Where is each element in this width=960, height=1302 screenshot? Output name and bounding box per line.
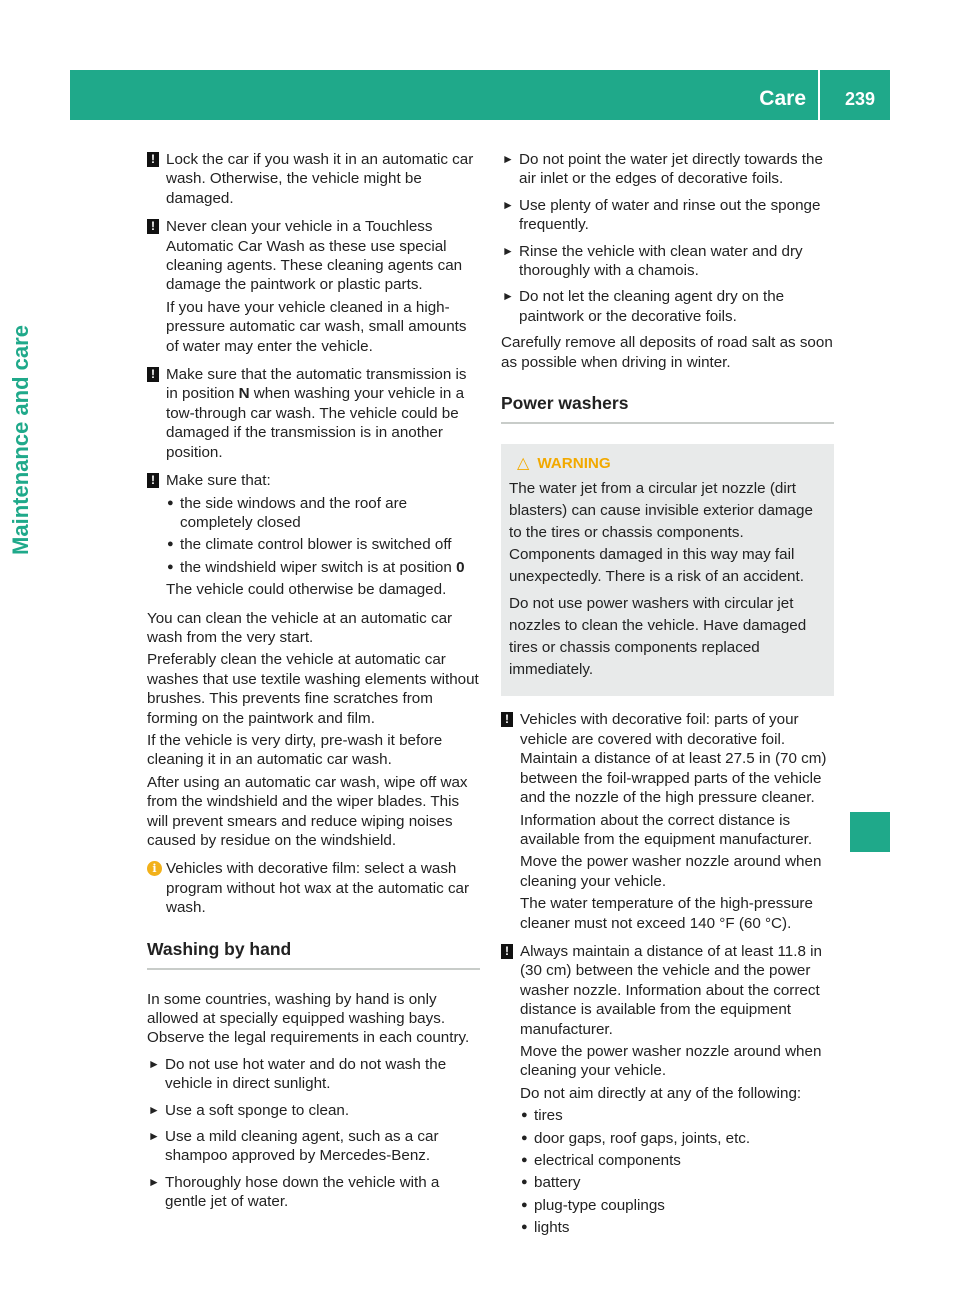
arrow-icon: ►: [148, 1174, 160, 1189]
section-heading: Washing by hand: [147, 938, 480, 970]
bullet-icon: ●: [521, 1221, 528, 1234]
caution-note: [147, 217, 480, 356]
list-item: ► Rinse the vehicle with clean water and dry thoroughly with a chamois.: [502, 242, 803, 280]
list-item: ► Use plenty of water and rinse out the sponge frequently.: [502, 196, 821, 234]
caution-icon: !: [147, 152, 159, 167]
list-item: ► Do not use hot water and do not wash the vehicle in direct sunlight.: [148, 1055, 447, 1093]
list-item: ● the side windows and the roof are completely closed: [167, 494, 408, 531]
list-item: ► Use a mild cleaning agent, such as a car shampoo approved by Mercedes-Benz.: [148, 1128, 439, 1165]
list-item: ● the windshield wiper switch is at position 0: [167, 558, 465, 576]
paragraph: Carefully remove all deposits of road salt as soon as possible when driving in winter.: [501, 334, 833, 371]
list-item: ► Do not let the cleaning agent dry on the paintwork or the decorative foils.: [502, 288, 785, 325]
note-text: Never clean your vehicle in a Touchless Automatic Car Wash as these use special cleaning agents. These cleaning agents can damage the paintwork or plastic parts.: [166, 218, 463, 294]
caution-icon: !: [147, 219, 159, 234]
arrow-icon: ►: [502, 243, 514, 258]
caution-icon: !: [501, 944, 513, 959]
bullet-icon: ●: [521, 1131, 528, 1144]
list-item: ► Thoroughly hose down the vehicle with a gentle jet of water.: [148, 1173, 440, 1211]
bullet-icon: ●: [521, 1154, 528, 1166]
arrow-icon: ►: [148, 1102, 160, 1117]
section-heading: Power washers: [501, 392, 834, 424]
list-item: ● battery: [521, 1174, 581, 1192]
section-title: Care: [759, 70, 820, 120]
warning-box: [501, 444, 834, 696]
step-list: [147, 1055, 480, 1212]
caution-note: [501, 710, 834, 932]
side-tab-marker: [850, 812, 890, 852]
list-item: ► Do not point the water jet directly towards the air inlet or the edges of decorative foils.: [502, 151, 823, 188]
list-item: ● door gaps, roof gaps, joints, etc.: [521, 1129, 751, 1147]
warning-title: △ WARNING: [517, 455, 611, 473]
step-list: [501, 150, 834, 326]
left-column: [147, 150, 480, 1219]
bullet-icon: ●: [521, 1198, 528, 1211]
note-text: Vehicles with decorative foil: parts of your vehicle are covered with decorative foil. Maintain a distance of at least 27.5 in (70 cm) between the foil-wrapped parts of the vehicle and the nozzle of the high pressure cleaner.: [520, 711, 827, 807]
info-icon: i: [147, 861, 162, 876]
header-bar: [70, 70, 890, 120]
list-item: ● tires: [521, 1107, 563, 1125]
bullet-icon: ●: [521, 1176, 528, 1189]
arrow-icon: ►: [502, 152, 514, 166]
paragraph: You can clean the vehicle at an automatic car wash from the very start.: [147, 609, 453, 646]
paragraph: If the vehicle is very dirty, pre-wash it before cleaning it in an automatic car wash.: [147, 731, 443, 769]
bullet-list: [520, 1106, 834, 1237]
caution-note: [147, 150, 480, 208]
list-item: ● the climate control blower is switched off: [167, 536, 452, 554]
caution-note: [147, 471, 480, 599]
paragraph: Preferably clean the vehicle at automatic car washes that use textile washing elements without brushes. This prevents fine scratches from forming on the paintwork and film.: [147, 651, 479, 727]
note-text: Do not aim directly at any of the following:: [520, 1084, 802, 1102]
note-text: Always maintain a distance of at least 11.8 in (30 cm) between the vehicle and the power washer nozzle. Information about the correct distance is available from the equipment manufacturer.: [520, 942, 822, 1038]
bullet-icon: ●: [167, 538, 174, 551]
note-text: The vehicle could otherwise be damaged.: [166, 581, 447, 599]
warning-text: Do not use power washers with circular jet nozzles to clean the vehicle. Have damaged tires or chassis components replaced immediately.: [509, 595, 807, 679]
side-tab-label: Maintenance and care: [8, 325, 33, 555]
paragraph: After using an automatic car wash, wipe off wax from the windshield and the wiper blades. This will prevent smears and reduce wiping noises caused by residue on the windshield.: [147, 773, 468, 849]
bullet-icon: ●: [167, 560, 174, 573]
note-text: Make sure that the automatic transmission is in position N when washing your vehicle in a tow-through car wash. The vehicle could be damaged if the transmission is in another position.: [166, 366, 467, 461]
note-text: Move the power washer nozzle around when cleaning your vehicle.: [520, 1042, 822, 1080]
caution-note: [501, 942, 834, 1238]
caution-icon: !: [147, 473, 159, 488]
list-item: ● lights: [521, 1219, 570, 1237]
caution-icon: !: [501, 712, 513, 727]
paragraph: In some countries, washing by hand is only allowed at specially equipped washing bays. Observe the legal requirements in each country.: [147, 990, 470, 1047]
warning-triangle-icon: △: [517, 455, 530, 473]
note-text: The water temperature of the high-pressure cleaner must not exceed 140 °F (60 °C).: [520, 895, 813, 932]
page-number: 239: [844, 89, 876, 109]
note-text: If you have your vehicle cleaned in a high-pressure automatic car wash, small amounts of water may enter the vehicle.: [166, 298, 467, 355]
arrow-icon: ►: [148, 1129, 160, 1144]
bullet-icon: ●: [521, 1109, 528, 1122]
arrow-icon: ►: [148, 1056, 160, 1071]
bullet-icon: ●: [167, 496, 174, 509]
warning-text: The water jet from a circular jet nozzle (dirt blasters) can cause invisible exterior damage to the tires or chassis components. Components damaged in this way may fail unexpectedly. There is a risk of an accident.: [509, 480, 813, 586]
note-text: Lock the car if you wash it in an automatic car wash. Otherwise, the vehicle might be damaged.: [166, 151, 474, 207]
list-item: ● plug-type couplings: [521, 1196, 665, 1214]
info-note: [147, 859, 480, 917]
arrow-icon: ►: [502, 289, 514, 304]
caution-icon: !: [147, 367, 159, 382]
note-text: Move the power washer nozzle around when cleaning your vehicle.: [520, 853, 822, 890]
bullet-list: [166, 494, 480, 578]
list-item: ● electrical components: [521, 1152, 681, 1169]
note-text: Information about the correct distance is available from the equipment manufacturer.: [520, 811, 813, 848]
note-text: Make sure that:: [166, 472, 271, 490]
list-item: ► Use a soft sponge to clean.: [148, 1101, 350, 1119]
note-text: Vehicles with decorative film: select a wash program without hot wax at the automatic car wash.: [166, 860, 470, 917]
right-column: [501, 150, 834, 1247]
caution-note: [147, 365, 480, 462]
arrow-icon: ►: [502, 197, 514, 212]
